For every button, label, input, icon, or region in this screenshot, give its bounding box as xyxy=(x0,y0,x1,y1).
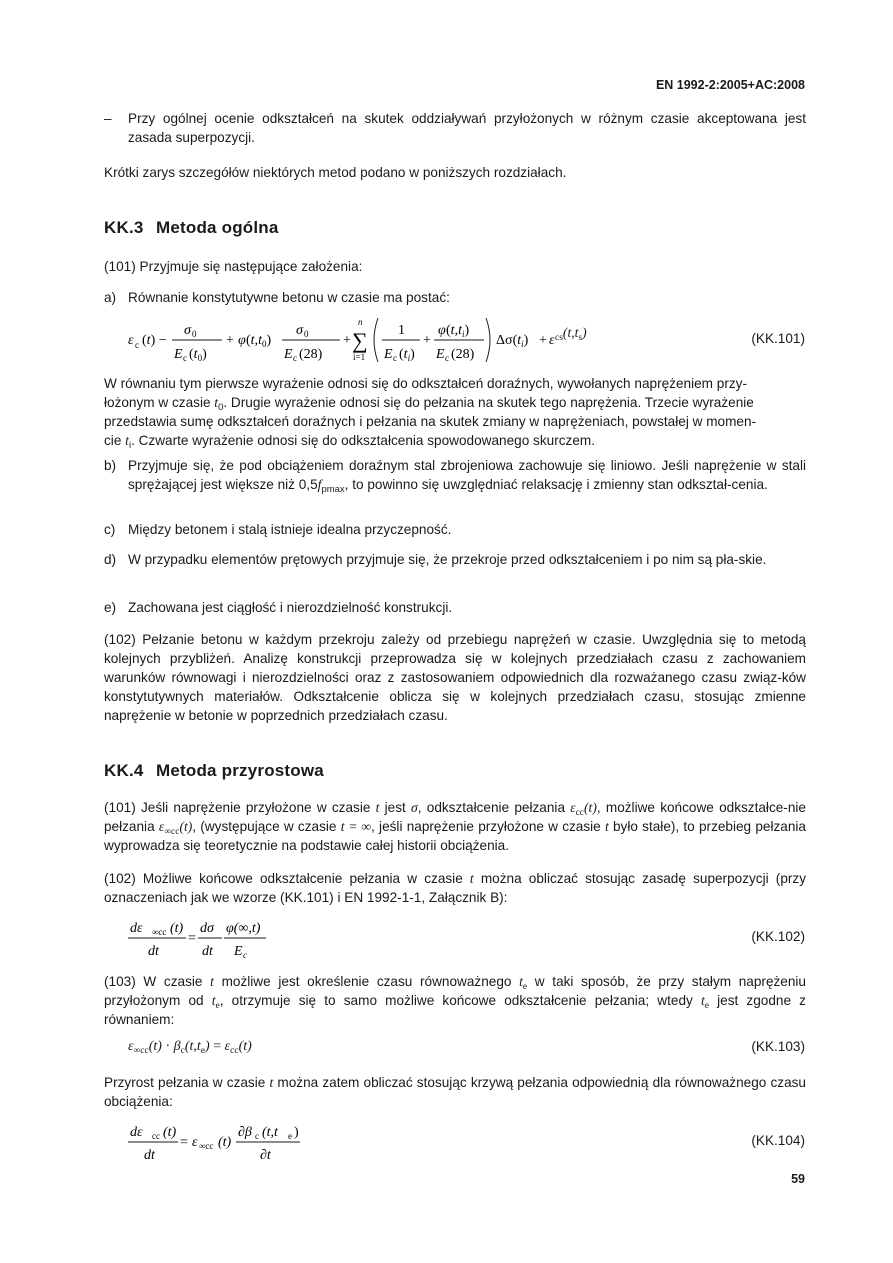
svg-text:∞cc: ∞cc xyxy=(199,1141,214,1151)
equation-kk102-svg xyxy=(128,916,288,960)
section-title: Metoda przyrostowa xyxy=(156,761,324,780)
eq101-sigma0b-sub: 0 xyxy=(304,329,309,339)
svg-text:): ) xyxy=(294,1125,299,1140)
eq101-Ec28b-arg: (28) xyxy=(451,347,475,362)
eq101-epscs-tail: $_{cs}(t,t_s)$ xyxy=(555,325,587,343)
item-c-label: c) xyxy=(104,522,116,537)
equation-kk103-label: (KK.103) xyxy=(751,1039,805,1054)
svg-text:ε: ε xyxy=(192,1135,198,1150)
svg-text:cc: cc xyxy=(152,1131,160,1141)
svg-text:=: = xyxy=(180,1135,188,1150)
bullet-dash: – xyxy=(104,111,112,126)
svg-text:(t,t: (t,t xyxy=(262,1125,278,1140)
eq101-sum: ∑ xyxy=(352,328,368,353)
eq101-Ec-sub: c xyxy=(183,353,187,363)
item-b xyxy=(104,456,806,494)
eq101-one: 1 xyxy=(398,323,405,338)
svg-text:dt: dt xyxy=(148,944,159,959)
item-e-text: Zachowana jest ciągłość i nierozdzielność konstrukcji. xyxy=(128,600,453,615)
item-a xyxy=(104,288,806,307)
item-d xyxy=(104,550,806,569)
section-number: KK.4 xyxy=(104,761,144,780)
eq101-dsigma: $\Delta\sigma(t_i)$ xyxy=(496,333,529,349)
item-e-label: e) xyxy=(104,600,117,615)
kk3-explanation: W równaniu tym pierwsze wyrażenie odnosi się do odkształceń doraźnych, wywołanych naprężeniem przy- łożonym w czasie $t_0$. Drugie wyrażenie odnosi się do pełzania na skutek tego naprężenia. Trzecie wyrażenie przedstawia sumę odkształceń doraźnych i pełzania na skutek zmiany w naprężeniach, powstałej w momen- cie $t_i$. Czwarte wyrażenie odnosi się do odkształcenia spowodowanego skurczem. xyxy=(104,376,757,451)
eq101-phi2-arg: $(t,t_i)$ xyxy=(446,323,470,339)
svg-text:dt: dt xyxy=(202,944,213,959)
eq101-plus2: + xyxy=(343,333,351,348)
svg-text:dt: dt xyxy=(144,1148,155,1163)
item-c xyxy=(104,520,806,539)
eq101-Ec28b: E xyxy=(436,347,445,362)
eq101-Ecti-arg: $(t_i)$ xyxy=(399,347,415,363)
eq101-sigma0b: σ xyxy=(296,323,303,338)
svg-text:dε: dε xyxy=(130,1125,143,1140)
eq101-phi2: φ xyxy=(438,323,446,338)
eq101-Ec28b-sub: c xyxy=(445,353,449,363)
section-number: KK.3 xyxy=(104,218,144,237)
kk3-p102: (102) Pełzanie betonu w każdym przekroju zależy od przebiegu naprężeń w czasie. Uwzględnia się to metodą kolejnych przybliżeń. Analizę konstrukcji przeprowadza się w kolejnych przedziałach czasu z zachowaniem warunków równowagi i nierozdzielności oraz z zastosowaniem odpowiednich dla rozważanego czasu związ-ków konstytutywnych materiałów. Odkształcenie oblicza się w kolejnych przedziałach czasu, stosując zmienne naprężenie w betonie w poprzednich przedziałach czasu. xyxy=(104,632,806,723)
eq101-Ec: E xyxy=(174,347,183,362)
svg-text:E: E xyxy=(234,944,243,959)
svg-text:(t): (t) xyxy=(218,1135,232,1150)
kk4-p102: (102) Możliwe końcowe odkształcenie pełzania w czasie t można obliczać stosując zasadę superpozycji (przy oznaczeniach jak we wzorze (KK.101) i EN 1992-1-1, Załącznik B): xyxy=(104,871,806,905)
svg-text:e: e xyxy=(288,1131,292,1141)
standard-header: EN 1992-2:2005+AC:2008 xyxy=(655,78,805,92)
eq101-phi-arg: $(t,t_0)$ xyxy=(246,333,272,349)
svg-text:(t): (t) xyxy=(163,1125,177,1140)
eq101-phi: φ xyxy=(238,333,246,348)
equation-kk102-label: (KK.102) xyxy=(751,929,805,944)
svg-text:∞cc: ∞cc xyxy=(152,927,167,937)
item-e xyxy=(104,598,806,617)
eq101-eps-sub: c xyxy=(135,340,139,350)
eq101-plus4: + xyxy=(539,333,547,348)
section-kk4-heading xyxy=(104,761,324,781)
equation-kk104-label: (KK.104) xyxy=(751,1133,805,1148)
item-a-text: Równanie konstytutywne betonu w czasie ma postać: xyxy=(128,290,450,305)
eq101-Ecti: E xyxy=(384,347,393,362)
bullet-text: Przy ogólnej ocenie odkształceń na skutek oddziaływań przyłożonych w różnym czasie akceptowana jest zasada superpozycji. xyxy=(128,111,806,145)
eq101-Ec28-sub: c xyxy=(293,353,297,363)
eq101-Ecti-sub: c xyxy=(393,353,397,363)
equation-kk101-tail xyxy=(555,325,587,341)
kk4-p103: (103) W czasie t możliwe jest określenie czasu równoważnego $t_e$ w taki sposób, że przy stałym naprężeniu przyłożonym od $t_e$, otrzymuje się to samo możliwe końcowe odkształcenie pełzania; wtedy $t_e$ jest zgodne z równaniem: xyxy=(104,974,806,1027)
section-title: Metoda ogólna xyxy=(156,218,279,237)
item-c-text: Między betonem i stalą istnieje idealna przyczepność. xyxy=(128,522,452,537)
equation-kk101 xyxy=(128,314,568,369)
svg-text:∂β: ∂β xyxy=(238,1125,252,1140)
eq101-Ec28: E xyxy=(284,347,293,362)
item-d-text: W przypadku elementów prętowych przyjmuje się, że przekroje przed odkształceniem i po nim są pła-skie. xyxy=(128,552,767,567)
eq101-sum-n: n xyxy=(358,317,363,327)
item-b-label: b) xyxy=(104,458,117,473)
item-b-text: Przyjmuje się, że pod obciążeniem doraźnym stal zbrojeniowa zachowuje się liniowo. Jeśli naprężenie w stali sprężającej jest większe niż $0,5f_{pmax}$, to powinno się uwzględniać relaksację i zmienny stan odkształ-cenia. xyxy=(128,458,806,495)
eq101-sum-i: i=1 xyxy=(353,352,366,362)
equation-kk101-label: (KK.101) xyxy=(751,331,805,346)
eq101-Ec28-arg: (28) xyxy=(299,347,323,362)
eq101-epscs: ε xyxy=(549,333,555,348)
item-a-label: a) xyxy=(104,290,117,305)
equation-kk102 xyxy=(128,916,288,963)
eq101-Ec-arg: $(t_0)$ xyxy=(189,347,207,363)
equation-kk104 xyxy=(128,1120,308,1167)
svg-text:c: c xyxy=(243,950,247,960)
kk3-p101-intro: (101) Przyjmuje się następujące założenia: xyxy=(104,259,363,274)
item-d-label: d) xyxy=(104,552,117,567)
svg-text:=: = xyxy=(188,931,196,946)
eq101-sigma0-sub: 0 xyxy=(192,329,197,339)
svg-text:(t): (t) xyxy=(170,921,184,936)
svg-text:dσ: dσ xyxy=(200,921,214,936)
equation-kk103: $\varepsilon_{\infty cc}(t) \cdot \beta_c(t,t_e) = \varepsilon_{cc}(t)$ xyxy=(128,1039,252,1056)
eq101-eps-arg: (t) − xyxy=(142,333,167,348)
eq101-eps: ε xyxy=(128,333,134,348)
kk4-p101: (101) Jeśli naprężenie przyłożone w czasie t jest σ, odkształcenie pełzania $\varepsilon_{cc}(t)$, możliwe końcowe odkształce-nie pełzania $\varepsilon_{\infty cc}(t)$, (występujące w czasie t = ∞, jeśli naprężenie przyłożone w czasie t było stałe), to przebieg pełzania wyprowadza się teoretycznie na podstawie całej historii obciążenia. xyxy=(104,800,806,853)
eq101-plus1: + xyxy=(226,333,234,348)
svg-text:c: c xyxy=(255,1131,259,1141)
intro-bullet xyxy=(104,109,806,147)
svg-text:dε: dε xyxy=(130,921,143,936)
page-number: 59 xyxy=(791,1172,805,1186)
equation-kk104-svg xyxy=(128,1120,308,1164)
eq101-sigma0: σ xyxy=(184,323,191,338)
svg-text:φ(∞,t): φ(∞,t) xyxy=(226,921,261,936)
eq101-plus3: + xyxy=(423,333,431,348)
svg-text:∂t: ∂t xyxy=(260,1148,271,1163)
kk4-increment: Przyrost pełzania w czasie t można zatem obliczać stosując krzywą pełzania odpowiednią dla równoważnego czasu obciążenia: xyxy=(104,1075,806,1109)
equation-kk101-svg xyxy=(128,314,568,366)
intro-summary: Krótki zarys szczegółów niektórych metod podano w poniższych rozdziałach. xyxy=(104,165,567,180)
section-kk3-heading xyxy=(104,218,279,238)
